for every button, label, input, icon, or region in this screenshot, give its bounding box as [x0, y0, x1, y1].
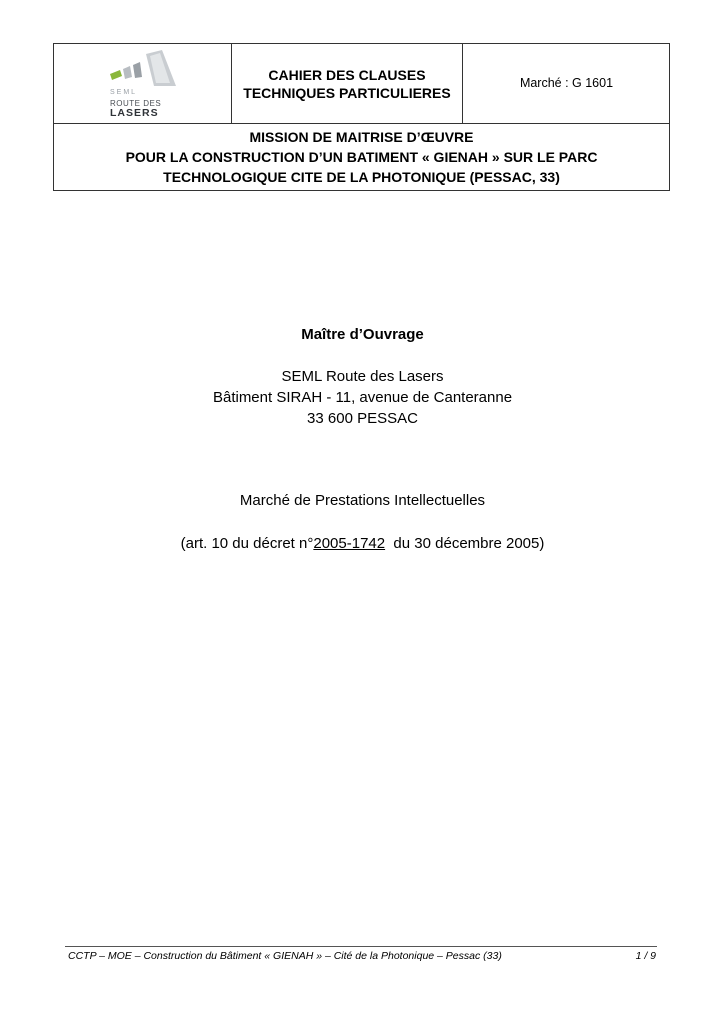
- document-title-line1: CAHIER DES CLAUSES: [268, 66, 426, 83]
- decree-number-link[interactable]: 2005-1742: [313, 535, 386, 552]
- header-top-row: [54, 44, 669, 124]
- mission-line1: MISSION DE MAITRISE D’ŒUVRE: [249, 129, 474, 145]
- page-number: 1 / 9: [635, 950, 656, 962]
- owner-address: Bâtiment SIRAH - 11, avenue de Canteranne: [212, 389, 513, 406]
- logo-line2: ROUTE DES: [110, 99, 162, 108]
- logo-line1: SEML: [110, 89, 138, 96]
- logo-cell: [54, 44, 232, 123]
- owner-city: 33 600 PESSAC: [307, 410, 418, 427]
- logo-graphic-icon: [106, 50, 182, 90]
- marche-number: Marché : G 1601: [519, 76, 614, 90]
- mission-title: [54, 124, 669, 190]
- contract-ref-suffix: du 30 décembre 2005): [385, 535, 545, 552]
- mission-line3: TECHNOLOGIQUE CITE DE LA PHOTONIQUE (PESSAC, 33): [163, 169, 560, 185]
- owner-name: SEML Route des Lasers: [281, 368, 444, 385]
- footer-text: CCTP – MOE – Construction du Bâtiment « GIENAH » – Cité de la Photonique – Pessac (33): [68, 950, 502, 962]
- document-title-line2: TECHNIQUES PARTICULIERES: [243, 84, 451, 101]
- header-table: [53, 43, 670, 191]
- footer-divider: [65, 946, 657, 947]
- logo-line3: LASERS: [110, 107, 159, 119]
- document-title-cell: [232, 44, 463, 123]
- contract-ref-prefix: (art. 10 du décret n°: [180, 535, 314, 552]
- mission-line2: POUR LA CONSTRUCTION D’UN BATIMENT « GIENAH » SUR LE PARC: [125, 149, 598, 165]
- contract-reference: [0, 535, 725, 552]
- owner-heading: Maître d’Ouvrage: [301, 326, 424, 343]
- seml-logo: [106, 50, 182, 118]
- contract-type: Marché de Prestations Intellectuelles: [239, 492, 486, 509]
